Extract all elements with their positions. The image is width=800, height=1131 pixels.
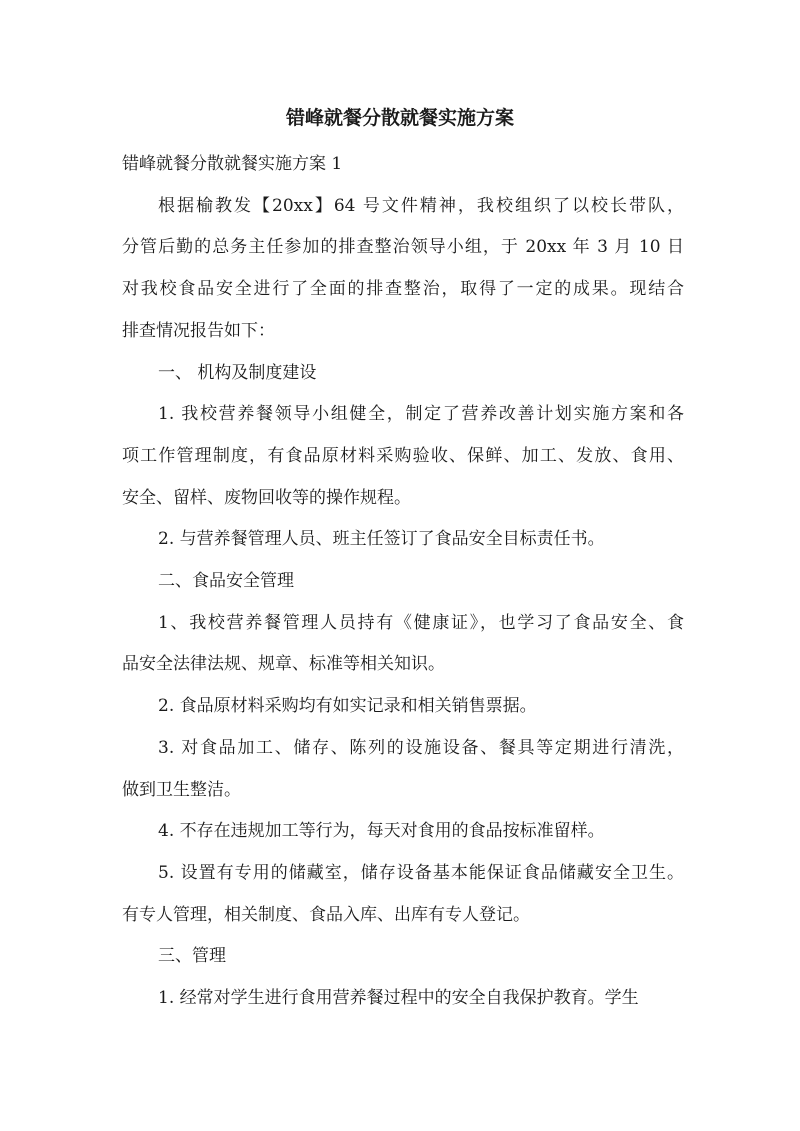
document-subtitle: 错峰就餐分散就餐实施方案 1: [122, 154, 343, 174]
paragraph-line: 5. 设置有专用的储藏室，储存设备基本能保证食品储藏安全卫生。: [158, 862, 684, 883]
paragraph-line: 有专人管理，相关制度、食品入库、出库有专人登记。: [122, 904, 530, 925]
paragraph: [122, 519, 684, 561]
section-heading: [122, 936, 684, 978]
paragraph-line: 项工作管理制度，有食品原材料采购验收、保鲜、加工、发放、食用、: [122, 445, 684, 466]
paragraph-line: 安全、留样、废物回收等的操作规程。: [122, 487, 411, 508]
paragraph: [122, 603, 684, 686]
paragraph: [122, 978, 684, 1020]
paragraph-line: 4. 不存在违规加工等行为，每天对食用的食品按标准留样。: [158, 821, 605, 842]
paragraph-line: 品安全法律法规、规章、标准等相关知识。: [122, 654, 445, 675]
section-heading-text: 三、管理: [158, 946, 226, 967]
section-heading: [122, 561, 684, 603]
paragraph: [122, 394, 684, 519]
section-heading: [122, 353, 684, 395]
section-heading-text: 二、食品安全管理: [158, 571, 294, 592]
section-heading-text: 一、 机构及制度建设: [158, 362, 317, 383]
paragraph-line: 分管后勤的总务主任参加的排查整治领导小组，于 20xx 年 3 月 10 日: [122, 237, 684, 258]
paragraph-line: 根据榆教发【20xx】64 号文件精神，我校组织了以校长带队，: [158, 195, 684, 216]
paragraph-line: 做到卫生整洁。: [122, 779, 241, 800]
paragraph-line: 1、我校营养餐管理人员持有《健康证》，也学习了食品安全、食: [158, 612, 684, 633]
paragraph-line: 1. 经常对学生进行食用营养餐过程中的安全自我保护教育。学生: [158, 988, 639, 1009]
paragraph-line: 2. 与营养餐管理人员、班主任签订了食品安全目标责任书。: [158, 529, 605, 550]
document-body: [122, 144, 684, 1020]
document-title: 错峰就餐分散就餐实施方案: [285, 107, 514, 129]
paragraph-line: 1. 我校营养餐领导小组健全，制定了营养改善计划实施方案和各: [158, 404, 684, 425]
paragraph-line: 2. 食品原材料采购均有如实记录和相关销售票据。: [158, 696, 537, 717]
paragraph-line: 对我校食品安全进行了全面的排查整治，取得了一定的成果。现结合: [122, 279, 684, 300]
paragraph-line: 3. 对食品加工、储存、陈列的设施设备、餐具等定期进行清洗，: [158, 737, 684, 758]
paragraph: [122, 728, 684, 811]
paragraph-line: 排查情况报告如下：: [122, 320, 275, 341]
paragraph: [122, 686, 684, 728]
paragraph: [122, 811, 684, 853]
paragraph: [122, 186, 684, 353]
paragraph: [122, 853, 684, 936]
